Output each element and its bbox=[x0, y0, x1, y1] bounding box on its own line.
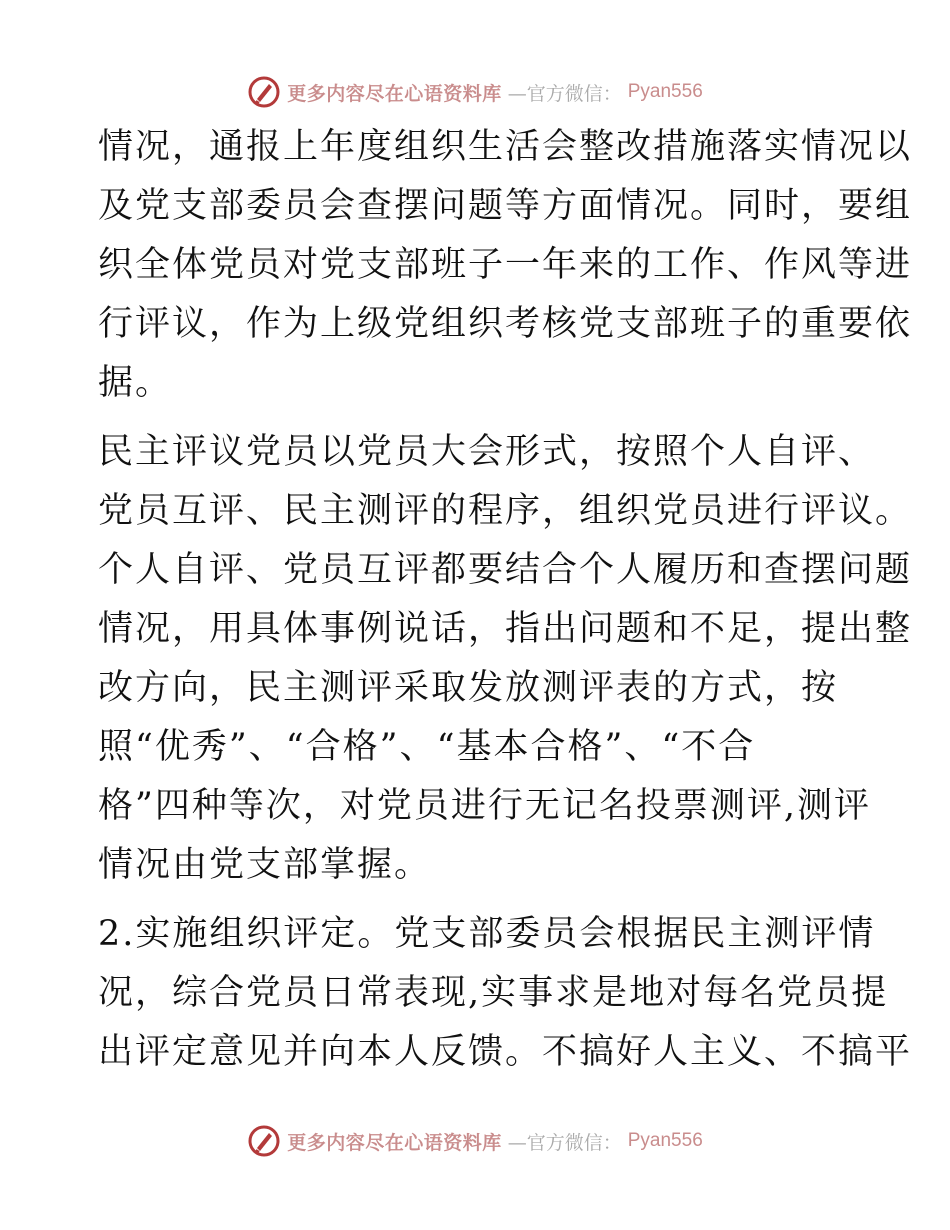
text-line: 出评定意见并向本人反馈。不搞好人主义、不搞平 bbox=[98, 1032, 913, 1072]
watermark-text: 更多内容尽在心语资料库 bbox=[287, 1131, 502, 1154]
text-line: 织全体党员对党支部班子一年来的工作、作风等进 bbox=[98, 245, 913, 285]
text-line: 行评议，作为上级党组织考核党支部班子的重要依 bbox=[98, 304, 913, 344]
watermark-official: —官方微信： bbox=[507, 1131, 622, 1154]
text-line: 个人自评、党员互评都要结合个人履历和查摆问题 bbox=[98, 550, 913, 590]
text-line: 民主评议党员以党员大会形式，按照个人自评、 bbox=[98, 432, 876, 472]
paragraph bbox=[98, 423, 913, 895]
pen-logo-icon bbox=[247, 1124, 281, 1158]
pen-logo-icon bbox=[247, 75, 281, 109]
text-line: 及党支部委员会查摆问题等方面情况。同时，要组 bbox=[98, 186, 913, 226]
text-line: 况，综合党员日常表现,实事求是地对每名党员提 bbox=[98, 973, 889, 1013]
document-body bbox=[98, 118, 913, 1082]
watermark-id: Pyan556 bbox=[627, 1130, 703, 1151]
watermark-official: —官方微信： bbox=[507, 82, 622, 105]
text-line: 照“优秀”、“合格”、“基本合格”、“不合 bbox=[98, 727, 756, 767]
text-line: 情况由党支部掌握。 bbox=[98, 845, 432, 885]
text-line: 2.实施组织评定。党支部委员会根据民主测评情 bbox=[98, 914, 876, 954]
text-line: 党员互评、民主测评的程序，组织党员进行评议。 bbox=[98, 491, 913, 531]
watermark-id: Pyan556 bbox=[627, 81, 703, 102]
text-line: 情况，通报上年度组织生活会整改措施落实情况以 bbox=[98, 127, 913, 167]
text-line: 改方向，民主测评采取发放测评表的方式，按 bbox=[98, 668, 839, 708]
paragraph bbox=[98, 905, 913, 1082]
text-line: 据。 bbox=[98, 363, 173, 403]
watermark-text: 更多内容尽在心语资料库 bbox=[287, 82, 502, 105]
paragraph bbox=[98, 118, 913, 413]
footer-watermark bbox=[0, 1121, 950, 1161]
header-watermark bbox=[0, 72, 950, 112]
text-line: 情况，用具体事例说话，指出问题和不足，提出整 bbox=[98, 609, 913, 649]
text-line: 格”四种等次，对党员进行无记名投票测评,测评 bbox=[98, 786, 872, 826]
